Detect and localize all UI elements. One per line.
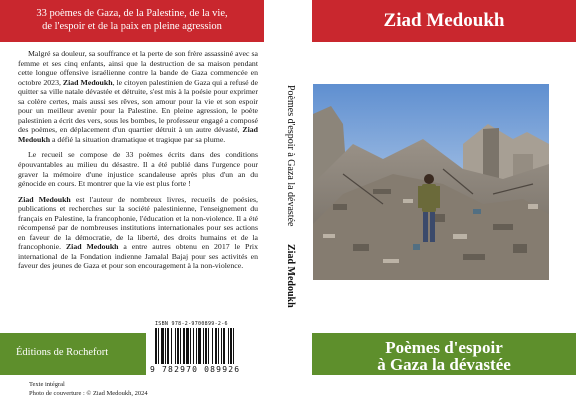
back-cover-band: [0, 0, 264, 42]
blurb-paragraph: Ziad Medoukh est l'auteur de nombreux livres, recueils de poésies, publications et recherches sur la société palestinienne, l'enseignement du français en Palestine, la francophonie, l'éducation et la non-violence. Il a été récompensé par de nombreuses institutions internationales pour ses actions en faveur de la démocratie, de la liberté, des droits humains et de la francophonie. Ziad Medoukh a entre autres obtenu en 2017 le Prix international de la Fondation indienne Jamalal Bajaj pour ses activités en faveur des jeunes de Gaza et pour son encouragement à la non-violence.: [18, 194, 258, 271]
barcode-bar: [212, 328, 213, 364]
barcode-bar: [190, 328, 191, 364]
back-credits: [29, 381, 148, 398]
barcode-bar: [177, 328, 179, 364]
barcode-bar: [233, 328, 234, 364]
barcode-bar: [205, 328, 207, 364]
barcode-bar: [186, 328, 189, 364]
spine-title: Poèmes d'espoir à Gaza la dévastée: [285, 85, 296, 227]
front-title-band: [312, 333, 576, 375]
barcode-bar: [223, 328, 225, 364]
barcode-bar: [218, 328, 219, 364]
barcode-bar: [183, 328, 185, 364]
credit-line: Texte intégral: [29, 381, 65, 388]
rubble-photo: [313, 84, 549, 280]
barcode-bar: [203, 328, 204, 364]
spine-author-area: [282, 0, 302, 330]
front-title-line: à Gaza la dévastée: [377, 355, 511, 374]
back-band-line: de l'espoir et de la paix en pleine agression: [42, 21, 222, 32]
barcode-bar: [196, 328, 197, 364]
back-band-line: 33 poèmes de Gaza, de la Palestine, de la vie,: [36, 8, 228, 19]
author-name-bold: Ziad Medoukh: [18, 194, 71, 204]
publisher-band: [0, 333, 146, 375]
blurb-paragraph: Malgré sa douleur, sa souffrance et la perte de son frère assassiné avec sa femme et ses cinq enfants, ainsi que la destruction de sa maison pendant cette longue offensive israélienne contre la bande de Gaza commencée en octobre 2023, Ziad Medoukh, le citoyen palestinien de Gaza qui a refusé de quitter sa ville natale dévastée et détruite, s'est mis à la poésie pour exprimer sa colère certes, mais aussi ses rêves, son amour pour la vie et son espoir pour un meilleur avenir pour la Palestine. En pleine agression, le poète palestinien a écrit des vers, sous les bombes, le professeur engagé a composé des poèmes, en déplacement d'un quartier détruit à un autre dévasté, Ziad Medoukh a défié la situation dramatique et tragique par sa plume.: [18, 49, 258, 144]
barcode-bar: [193, 328, 194, 364]
barcode: [154, 328, 262, 364]
barcode-bar: [215, 328, 217, 364]
isbn-label: ISBN 978-2-9700899-2-6: [155, 321, 228, 327]
publisher-name: Éditions de Rochefort: [16, 347, 109, 358]
barcode-bar: [228, 328, 229, 364]
barcode-bar: [198, 328, 201, 364]
barcode-bar: [180, 328, 181, 364]
barcode-bar: [175, 328, 176, 364]
front-title-line: Poèmes d'espoir: [385, 338, 503, 357]
barcode-bar: [161, 328, 164, 364]
barcode-bar: [221, 328, 222, 364]
spine-author: Ziad Medoukh: [285, 244, 296, 308]
barcode-digits: 9 782970 089926: [150, 365, 241, 374]
barcode-bar: [171, 328, 172, 364]
credit-line: Photo de couverture : © Ziad Medoukh, 2024: [29, 389, 148, 397]
barcode-bar: [155, 328, 157, 364]
author-name-bold: Ziad Medoukh: [18, 125, 258, 144]
front-author-band: [312, 0, 576, 42]
barcode-bar: [158, 328, 159, 364]
barcode-bar: [165, 328, 166, 364]
author-name-bold: Ziad Medoukh: [65, 242, 119, 252]
barcode-bar: [208, 328, 209, 364]
author-name-bold: Ziad Medoukh: [62, 77, 113, 87]
barcode-bar: [230, 328, 232, 364]
back-cover-blurb: [18, 49, 258, 277]
front-author: Ziad Medoukh: [383, 10, 505, 31]
blurb-paragraph: Le recueil se compose de 33 poèmes écrits dans des conditions épouvantables au milieu du désastre. Il a été publié dans l'urgence pour graver la mémoire d'une injustice scandaleuse après plus d'un an du génocide en cours. Et montrer que la vie est plus forte !: [18, 150, 258, 189]
barcode-bar: [167, 328, 169, 364]
